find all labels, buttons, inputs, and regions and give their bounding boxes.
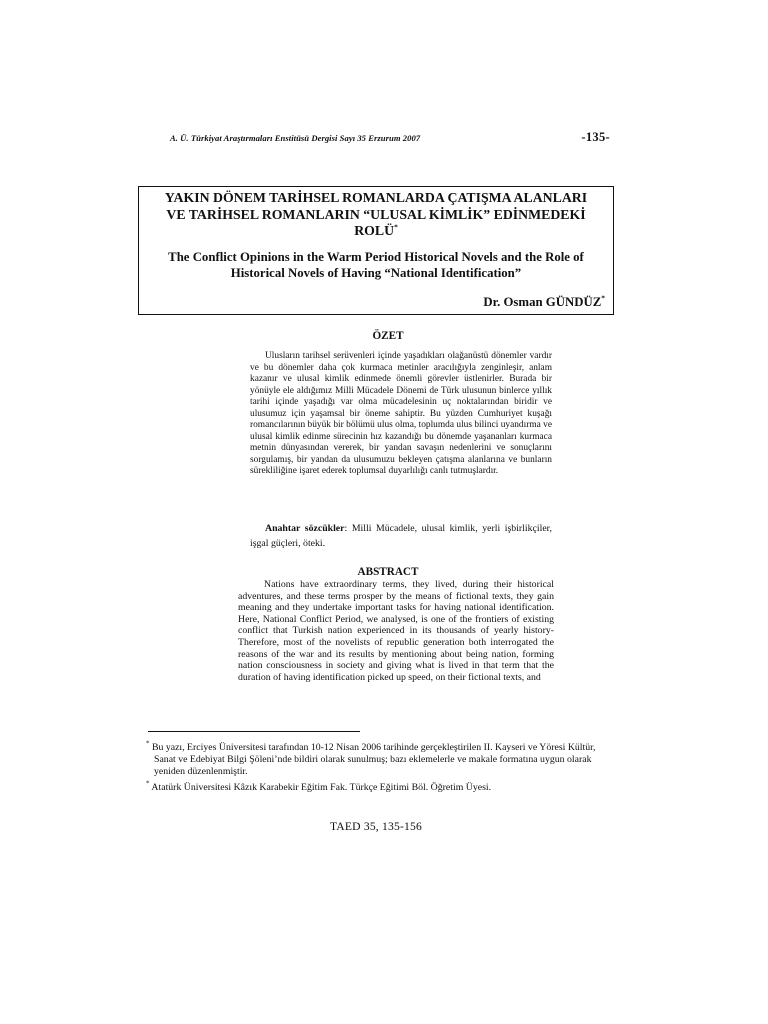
abstract-heading: ABSTRACT (357, 566, 419, 578)
footnote-1-mark: * (146, 739, 150, 748)
abstract-body: Nations have extraordinary terms, they lived, during their historical adventures, and these terms prosper by the means of fictional texts, they gain meaning and they undertake important tasks for having national identification. Here, National Conflict Period, we analysed, is one of the frontiers of existing conflict that Turkish nation experienced in its thousands of yearly history- Therefore, most of the novelists of republic generation both interrogated the reasons of the war and its results by mentioning about being nation, forming nation consciousness in society and giving what is lived in that term that the duration of having identification picked up speed, on their fictional texts, and (238, 579, 554, 683)
page-number: -135- (581, 130, 610, 144)
turkish-title-line-1: YAKIN DÖNEM TARİHSEL ROMANLARDA ÇATIŞMA ALANLARI (164, 190, 588, 205)
keywords-label: Anahtar sözcükler (265, 523, 345, 534)
author-footnote-mark: * (601, 293, 605, 303)
english-title-line-1: The Conflict Opinions in the Warm Period Historical Novels and the Role of (168, 250, 584, 264)
running-header (170, 131, 610, 147)
keywords (250, 521, 552, 551)
footnote-2 (146, 779, 616, 794)
author-line (483, 295, 605, 310)
footnote-1-text: Bu yazı, Erciyes Üniversitesi tarafından 10-12 Nisan 2006 tarihinde gerçekleştirilen II. Kayseri ve Yöresi Kültür, Sanat ve Edebiyat Bilgi Şöleni’nde bildiri olarak sunulmuş; bazı eklemelerle ve makale formatına uygun olarak yeniden düzenlenmiştir. (151, 742, 596, 778)
keywords-text: : Milli Mücadele, ulusal kimlik, yerli işbirlikçiler, işgal güçleri, öteki. (250, 523, 552, 549)
footnote-divider (148, 731, 360, 732)
page-footer-citation: TAED 35, 135-156 (329, 820, 423, 833)
footnote-1 (146, 739, 616, 779)
english-title-line-2: Historical Novels of Having “National Identification” (230, 265, 522, 280)
english-title (143, 250, 609, 281)
title-footnote-mark: * (394, 222, 398, 232)
turkish-title-line-2: VE TARİHSEL ROMANLARIN “ULUSAL KİMLİK” EDİNMEDEKİ (166, 206, 586, 222)
ozet-heading: ÖZET (372, 330, 404, 342)
turkish-title-last-word: ROLÜ (354, 223, 395, 239)
footnote-2-mark: * (146, 779, 150, 788)
turkish-title-line-3 (145, 223, 607, 240)
footnotes (146, 739, 616, 797)
footnote-2-text: Atatürk Üniversitesi Kâzık Karabekir Eğitim Fak. Türkçe Eğitimi Böl. Öğretim Üyesi. (151, 781, 492, 793)
title-box (138, 186, 614, 315)
author-name: Dr. Osman GÜNDÜZ (483, 295, 602, 309)
turkish-title (145, 190, 607, 240)
ozet-body: Ulusların tarihsel serüvenleri içinde yaşadıkları olağanüstü dönemler vardır ve bu dönemler daha çok kurmaca metinler aracılığıyla zenginleşir, anlam kazanır ve ulusal kimlik edinmede önemli görevler üstlenirler. Burada bir yönüyle ele aldığımız Milli Mücadele Dönemi de Türk ulusunun binlerce yıllık tarihi içinde yaşadığı var olma mücadelesinin uç noktalarından biridir ve ulusumuz için yaşamsal bir öneme sahiptir. Bu yüzden Cumhuriyet kuşağı romancılarının büyük bir bölümü ulus olma, toplumda ulus bilinci uyandırma ve ulusal kimlik edinme sürecinin hız kazandığı bu dönemde yaşananları kurmaca metnin dünyasından vererek, bir yandan savaşın nedenlerini ve sonuçlarını sorgulamış, bir yandan da ulusumuzu bekleyen çatışma alanlarına ve bunların sürekliliğine işaret ederek toplumsal duyarlılığı canlı tutmuşlardır. (250, 351, 552, 476)
journal-title: A. Ü. Türkiyat Araştırmaları Enstitüsü Dergisi Sayı 35 Erzurum 2007 (170, 133, 421, 143)
